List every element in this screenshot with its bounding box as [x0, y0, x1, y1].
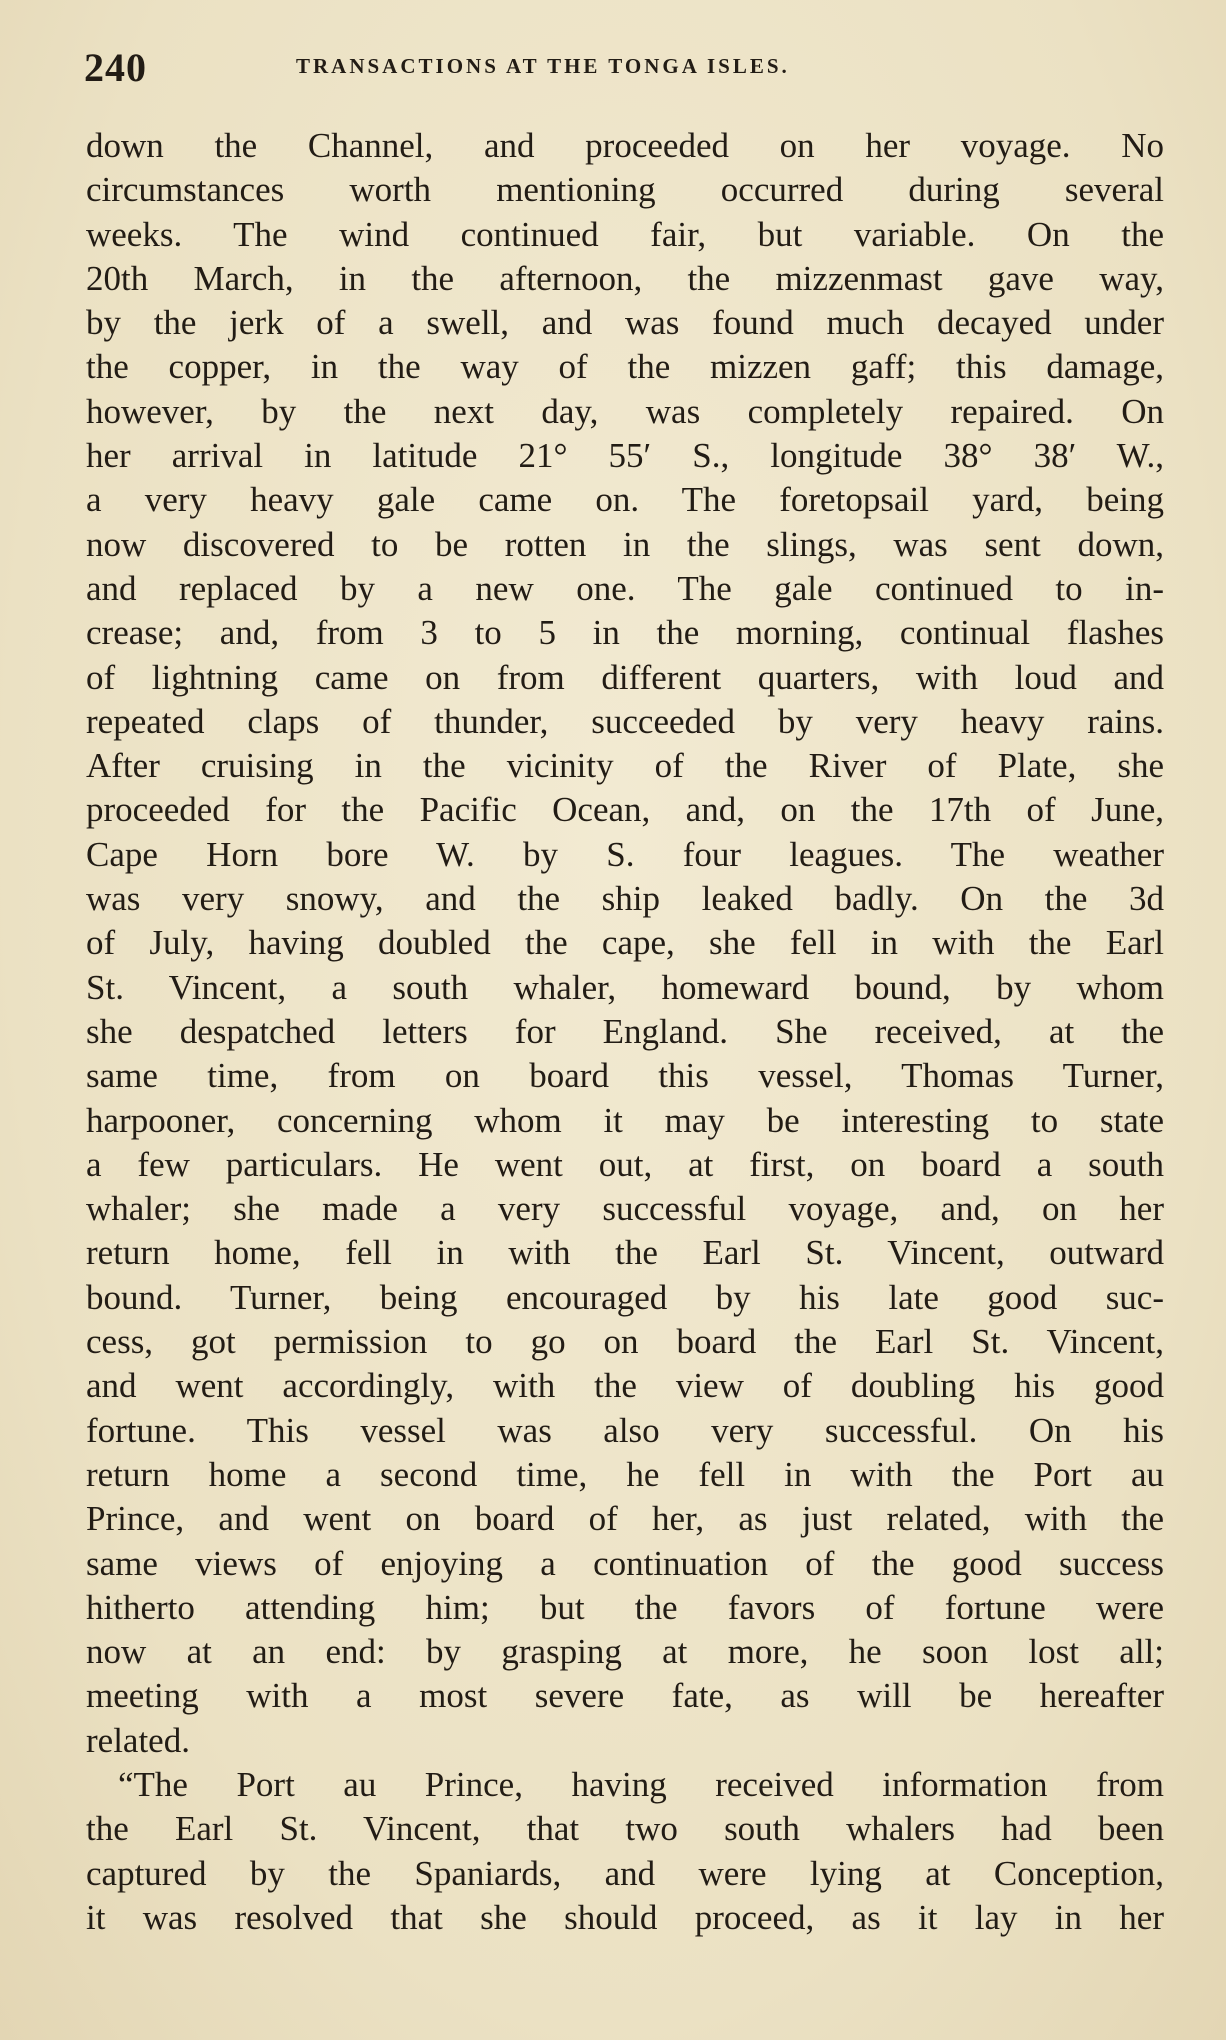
text-line: hitherto attending him; but the favors of fortune were	[86, 1587, 1164, 1627]
text-line: 20th March, in the afternoon, the mizzenmast gave way,	[86, 258, 1164, 298]
text-line: repeated claps of thunder, succeeded by very heavy rains.	[86, 701, 1164, 741]
text-line: meeting with a most severe fate, as will be hereafter	[86, 1676, 1164, 1716]
text-line: a few particulars. He went out, at first, on board a south	[86, 1144, 1164, 1184]
text-line: down the Channel, and proceeded on her voyage. No	[86, 126, 1164, 165]
page-header	[84, 44, 1164, 94]
text-line: cess, got permission to go on board the Earl St. Vincent,	[86, 1322, 1164, 1362]
text-line: “The Port au Prince, having received information from	[118, 1764, 1164, 1804]
text-line: the copper, in the way of the mizzen gaff; this damage,	[86, 347, 1164, 387]
text-line: of lightning came on from different quarters, with loud and	[86, 657, 1164, 697]
text-line: and replaced by a new one. The gale continued to in-	[86, 568, 1164, 608]
body-text	[86, 124, 1164, 1940]
text-line: now at an end: by grasping at more, he soon lost all;	[86, 1632, 1164, 1672]
text-line: proceeded for the Pacific Ocean, and, on the 17th of June,	[86, 790, 1164, 830]
text-line: weeks. The wind continued fair, but variable. On the	[86, 214, 1164, 254]
text-line: same time, from on board this vessel, Thomas Turner,	[86, 1056, 1164, 1096]
text-line: circumstances worth mentioning occurred during several	[86, 170, 1164, 210]
text-line: of July, having doubled the cape, she fell in with the Earl	[86, 923, 1164, 963]
text-line: crease; and, from 3 to 5 in the morning, continual flashes	[86, 613, 1164, 653]
text-line: return home a second time, he fell in with the Port au	[86, 1454, 1164, 1494]
text-line: was very snowy, and the ship leaked badly. On the 3d	[86, 879, 1164, 919]
text-line: After cruising in the vicinity of the River of Plate, she	[86, 746, 1164, 786]
text-line: bound. Turner, being encouraged by his late good suc-	[86, 1277, 1164, 1317]
text-line: whaler; she made a very successful voyage, and, on her	[86, 1189, 1164, 1229]
text-line: the Earl St. Vincent, that two south whalers had been	[86, 1809, 1164, 1849]
page-number: 240	[84, 45, 147, 90]
running-head: TRANSACTIONS AT THE TONGA ISLES.	[296, 54, 790, 78]
text-line: by the jerk of a swell, and was found much decayed under	[86, 303, 1164, 343]
text-line: Cape Horn bore W. by S. four leagues. The weather	[86, 834, 1164, 874]
text-line: captured by the Spaniards, and were lying at Conception,	[86, 1853, 1164, 1893]
text-line: a very heavy gale came on. The foretopsail yard, being	[86, 480, 1164, 520]
text-line: her arrival in latitude 21° 55′ S., longitude 38° 38′ W.,	[86, 436, 1164, 476]
text-line: however, by the next day, was completely repaired. On	[86, 391, 1164, 431]
text-line: fortune. This vessel was also very successful. On his	[86, 1410, 1164, 1450]
text-line: St. Vincent, a south whaler, homeward bound, by whom	[86, 967, 1164, 1007]
text-line: same views of enjoying a continuation of the good success	[86, 1543, 1164, 1583]
text-line: harpooner, concerning whom it may be interesting to state	[86, 1100, 1164, 1140]
text-line: now discovered to be rotten in the slings, was sent down,	[86, 524, 1164, 564]
text-line: it was resolved that she should proceed, as it lay in her	[86, 1897, 1164, 1937]
text-line: return home, fell in with the Earl St. Vincent, outward	[86, 1233, 1164, 1273]
text-line: related.	[86, 1720, 190, 1760]
text-line: and went accordingly, with the view of doubling his good	[86, 1366, 1164, 1406]
text-line: she despatched letters for England. She received, at the	[86, 1011, 1164, 1051]
text-line: Prince, and went on board of her, as just related, with the	[86, 1499, 1164, 1539]
